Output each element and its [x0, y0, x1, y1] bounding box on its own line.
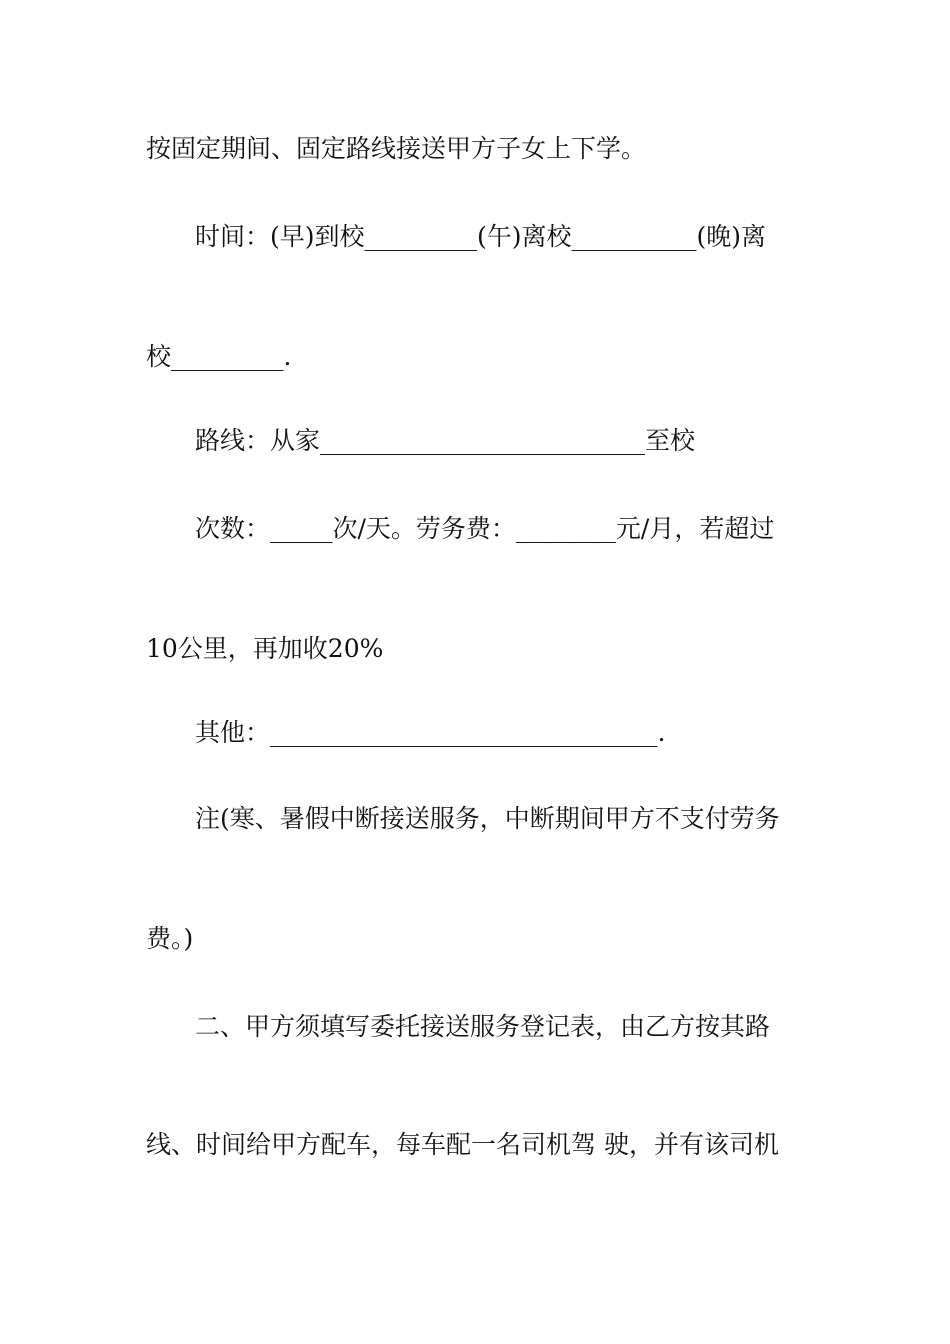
- paragraph-line-4: 路线：从家__________________________至校: [195, 426, 696, 455]
- paragraph-line-1: 按固定期间、固定路线接送甲方子女上下学。: [146, 134, 647, 163]
- paragraph-line-5: 次数：_____次/天。劳务费：________元/月，若超过: [195, 514, 775, 543]
- paragraph-line-6: 10公里，再加收20%: [146, 634, 384, 663]
- paragraph-line-2: 时间：(早)到校_________(午)离校__________(晚)离: [195, 222, 767, 251]
- paragraph-line-7: 其他：_______________________________.: [195, 718, 666, 747]
- paragraph-line-11: 线、时间给甲方配车，每车配一名司机驾 驶，并有该司机: [146, 1130, 779, 1159]
- paragraph-line-8: 注(寒、暑假中断接送服务，中断期间甲方不支付劳务: [195, 804, 780, 833]
- paragraph-line-9: 费。): [146, 924, 194, 953]
- paragraph-line-3: 校_________.: [146, 342, 292, 371]
- paragraph-line-10: 二、甲方须填写委托接送服务登记表，由乙方按其路: [195, 1012, 771, 1041]
